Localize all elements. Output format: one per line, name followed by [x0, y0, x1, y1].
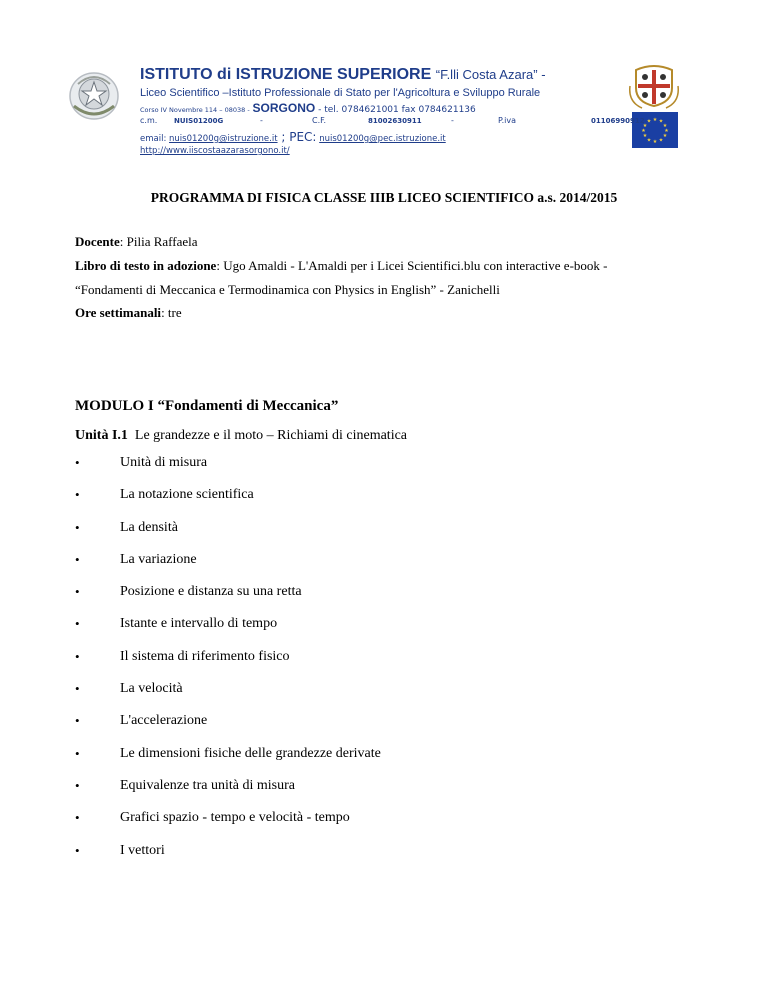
- bullet: •: [75, 584, 80, 600]
- bullet: •: [75, 713, 80, 729]
- bullet: •: [75, 487, 80, 503]
- svg-text:★: ★: [658, 118, 664, 125]
- svg-text:★: ★: [646, 118, 652, 125]
- topic-text: L'accelerazione: [120, 713, 208, 729]
- list-item: [75, 455, 381, 487]
- textbook-line-2: “Fondamenti di Meccanica e Termodinamica con Physics in English” - Zanichelli: [75, 282, 500, 297]
- list-item: [75, 681, 381, 713]
- topic-text: Le dimensioni fisiche delle grandezze derivate: [120, 745, 381, 761]
- unit-heading: Unità I.1 Le grandezze e il moto – Richiami di cinematica: [75, 428, 408, 443]
- list-item: [75, 778, 381, 810]
- list-item: [75, 810, 381, 842]
- topic-text: Posizione e distanza su una retta: [120, 584, 302, 600]
- school-subtitle: Liceo Scientifico –Istituto Professionale di Stato per l'Agricoltura e Sviluppo Rurale: [140, 87, 541, 99]
- svg-text:★: ★: [662, 133, 668, 139]
- list-item: [75, 616, 381, 648]
- topic-text: La notazione scientifica: [120, 487, 254, 503]
- bullet: •: [75, 455, 80, 470]
- list-item: [75, 843, 381, 875]
- bullet: •: [75, 777, 80, 793]
- bullet: •: [75, 648, 80, 664]
- school-name: ISTITUTO di ISTRUZIONE SUPERIORE “F.lli Costa Azara” -: [140, 66, 546, 83]
- contact-emails: email: nuis01200g@istruzione.it ; PEC: nuis01200g@pec.istruzione.it: [140, 130, 446, 144]
- svg-text:★: ★: [662, 123, 668, 129]
- letterhead: [140, 66, 645, 156]
- topic-text: Il sistema di riferimento fisico: [120, 648, 290, 664]
- topic-text: I vettori: [120, 842, 165, 858]
- svg-text:★: ★: [642, 123, 648, 129]
- svg-text:★: ★: [664, 128, 669, 134]
- svg-text:★: ★: [646, 137, 652, 144]
- list-item: [75, 713, 381, 745]
- list-item: [75, 649, 381, 681]
- italian-emblem-icon: [68, 66, 120, 122]
- bullet: •: [75, 745, 80, 761]
- document-title: PROGRAMMA DI FISICA CLASSE IIIB LICEO SCIENTIFICO a.s. 2014/2015: [150, 190, 618, 205]
- topic-list: [75, 455, 381, 875]
- svg-text:★: ★: [658, 137, 664, 144]
- list-item: [75, 487, 381, 519]
- textbook-line: Libro di testo in adozione: Ugo Amaldi - L'Amaldi per i Licei Scientifici.blu con interactive e-book -: [75, 258, 608, 273]
- topic-text: Grafici spazio - tempo e velocità - tempo: [120, 810, 350, 826]
- list-item: [75, 552, 381, 584]
- sardinia-coat-of-arms-icon: [630, 66, 679, 108]
- list-item: [75, 746, 381, 778]
- website-link[interactable]: http://www.iiscostaazarasorgono.it/: [140, 146, 290, 156]
- weekly-hours-line: Ore settimanali: tre: [75, 305, 182, 320]
- teacher-line: Docente: Pilia Raffaela: [75, 234, 198, 249]
- topic-text: La velocità: [120, 681, 183, 697]
- topic-text: La variazione: [120, 551, 197, 567]
- bullet: •: [75, 616, 80, 632]
- school-codes: c.m. NUIS01200G - C.F. 81002630911 - P.iva 01106990912: [140, 116, 645, 125]
- pec-email-link[interactable]: nuis01200g@pec.istruzione.it: [319, 134, 446, 144]
- svg-text:★: ★: [652, 117, 658, 123]
- topic-text: Istante e intervallo di tempo: [120, 616, 278, 632]
- bullet: •: [75, 842, 80, 858]
- bullet: •: [75, 551, 80, 567]
- list-item: [75, 520, 381, 552]
- svg-text:★: ★: [652, 139, 658, 145]
- email-link[interactable]: nuis01200g@istruzione.it: [169, 134, 278, 144]
- bullet: •: [75, 810, 80, 826]
- bullet: •: [75, 519, 80, 535]
- svg-text:★: ★: [642, 133, 648, 139]
- website: [140, 146, 610, 156]
- school-address: Corso IV Novembre 114 – 08038 - SORGONO - tel. 0784621001 fax 0784621136: [140, 101, 476, 115]
- svg-text:★: ★: [641, 128, 646, 134]
- module-heading: MODULO I “Fondamenti di Meccanica”: [75, 398, 339, 414]
- bullet: •: [75, 681, 80, 697]
- topic-text: Unità di misura: [120, 455, 208, 470]
- topic-text: La densità: [120, 519, 178, 535]
- list-item: [75, 584, 381, 616]
- topic-text: Equivalenze tra unità di misura: [120, 777, 295, 793]
